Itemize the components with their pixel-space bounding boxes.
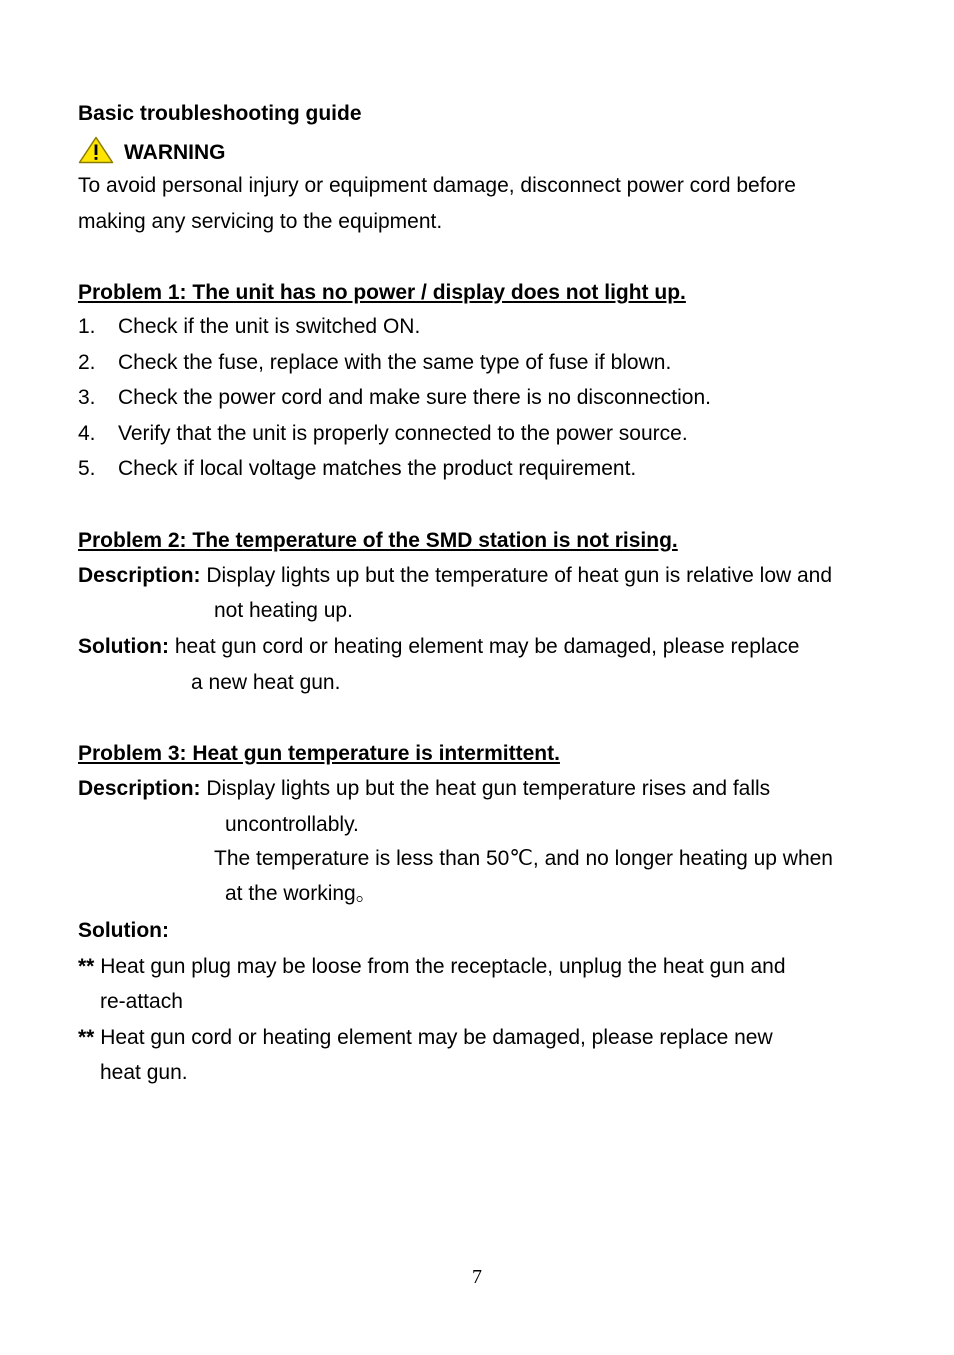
list-item-cont: re-attach [100,990,183,1013]
list-item-cont: heat gun. [100,1061,188,1084]
problem2-solution: Solution: heat gun cord or heating element may be damaged, please replace [78,635,800,658]
page-title: Basic troubleshooting guide [78,102,362,125]
problem3-description-cont: uncontrollably. [225,813,359,836]
problem3-description-line4: at the working。 [225,882,377,905]
list-item: 2. Check the fuse, replace with the same type of fuse if blown. [78,351,672,374]
problem2-solution-cont: a new heat gun. [191,671,341,694]
list-item: ** Heat gun cord or heating element may be damaged, please replace new [78,1026,773,1049]
problem3-description: Description: Display lights up but the heat gun temperature rises and falls [78,777,771,800]
page-number: 7 [472,1266,482,1288]
problem1-heading: Problem 1: The unit has no power / display does not light up. [78,281,686,304]
problem3-heading: Problem 3: Heat gun temperature is intermittent. [78,742,560,765]
problem2-description: Description: Display lights up but the temperature of heat gun is relative low and [78,564,833,587]
list-item: 4. Verify that the unit is properly connected to the power source. [78,422,688,445]
warning-label: WARNING [124,141,226,164]
warning-triangle-icon [78,136,114,164]
problem3-description-line3: The temperature is less than 50℃, and no longer heating up when [214,847,833,870]
warning-text-line2: making any servicing to the equipment. [78,210,443,233]
problem2-description-cont: not heating up. [214,599,353,622]
problem3-solution-label: Solution: [78,919,169,942]
warning-text-line1: To avoid personal injury or equipment damage, disconnect power cord before [78,174,796,197]
problem2-heading: Problem 2: The temperature of the SMD station is not rising. [78,529,678,552]
list-item: 1. Check if the unit is switched ON. [78,315,421,338]
list-item: 3. Check the power cord and make sure there is no disconnection. [78,386,711,409]
list-item: 5. Check if local voltage matches the product requirement. [78,457,637,480]
list-item: ** Heat gun plug may be loose from the receptacle, unplug the heat gun and [78,955,786,978]
